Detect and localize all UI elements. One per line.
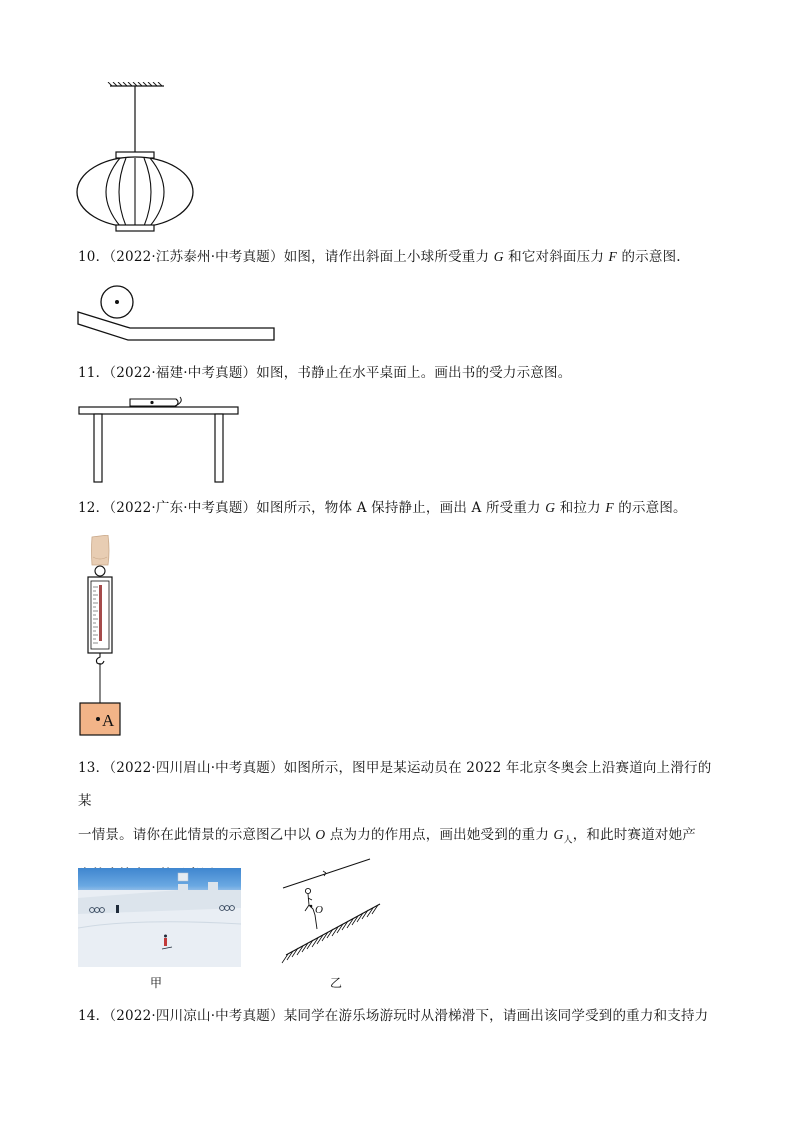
point-o-label: O [315,904,323,916]
lantern-figure [74,82,204,232]
question-10: 10．（2022·江苏泰州·中考真题）如图，请作出斜面上小球所受重力 G 和它对斜面压力 F 的示意图. [78,249,681,265]
block-label: A [102,711,115,730]
table-book-figure [76,394,241,484]
question-11: 11．（2022·福建·中考真题）如图，书静止在水平桌面上。画出书的受力示意图。 [78,365,572,381]
spring-scale-figure [78,535,124,737]
question-14: 14．（2022·四川凉山·中考真题）某同学在游乐场游玩时从滑梯滑下，请画出该同学受到的重力和支持力 [78,1008,709,1024]
question-12: 12．（2022·广东·中考真题）如图所示，物体 A 保持静止，画出 A 所受重力 G 和拉力 F 的示意图。 [78,500,687,516]
slope-skier-diagram [278,855,388,967]
caption-yi: 乙 [330,976,343,990]
incline-ball-figure [74,280,279,346]
hand-fingers [92,535,110,565]
ski-photo [78,868,241,967]
caption-jia: 甲 [150,976,163,990]
question-13: 13．（2022·四川眉山·中考真题）如图所示，图甲是某运动员在 2022 年北京冬奥会上沿赛道向上滑行的某 一情景。请你在此情景的示意图乙中以 O 点为力的作用点，画出她受到的重力 $G_人$，和此时赛道对她产 [78,760,712,846]
